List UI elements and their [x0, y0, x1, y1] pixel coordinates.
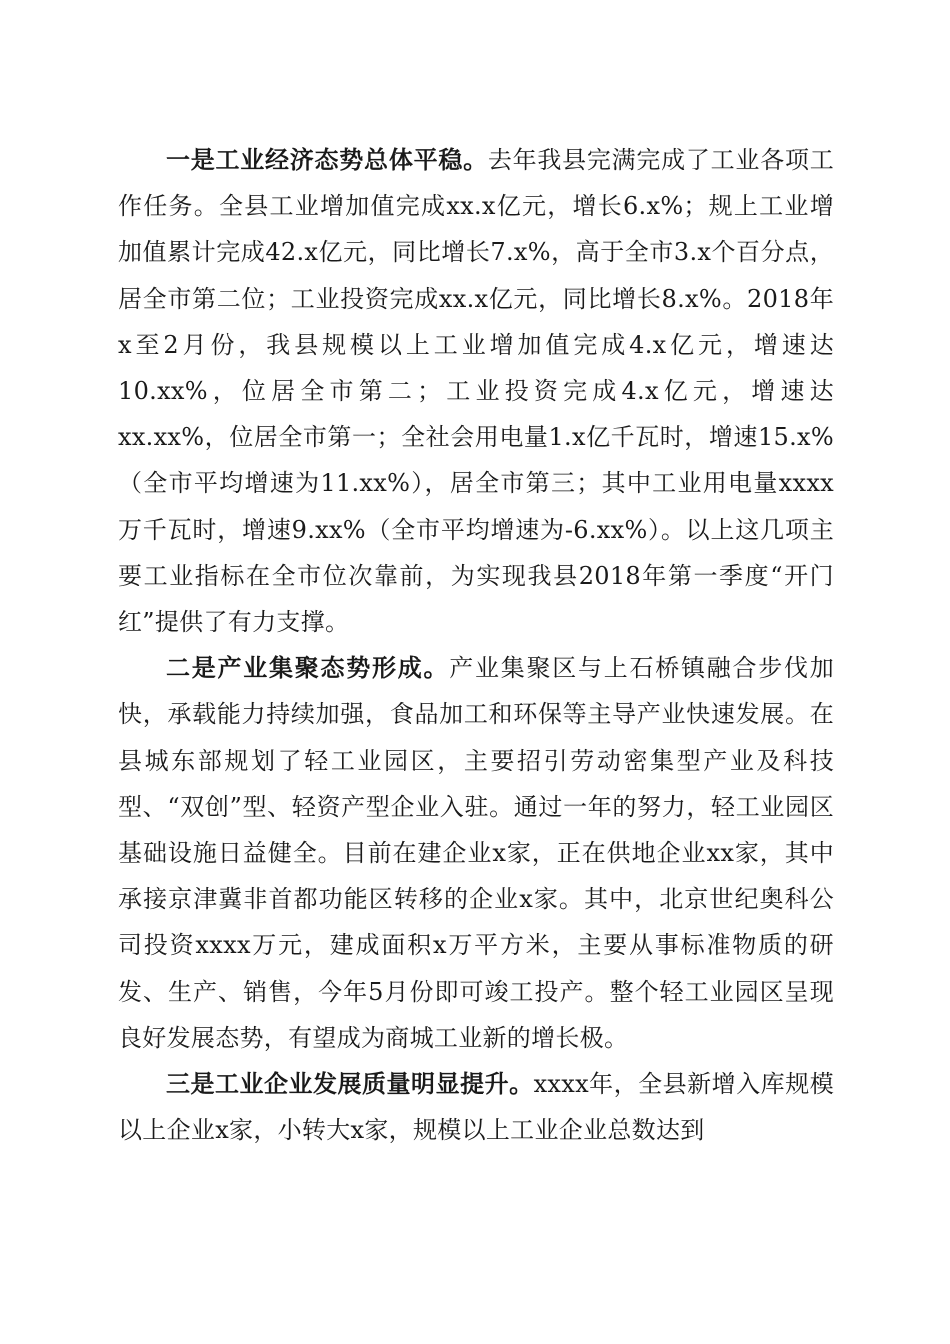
paragraph-heading: 一是工业经济态势总体平稳。	[166, 145, 488, 174]
paragraph-text: 产业集聚区与上石桥镇融合步伐加快，承载能力持续加强，食品加工和环保等主导产业快速发展。在县城东部规划了轻工业园区，主要招引劳动密集型产业及科技型、“双创”型、轻资产型企业入驻。通过一年的努力，轻工业园区基础设施日益健全。目前在建企业x家，正在供地企业xx家，其中承接京津冀非首都功能区转移的企业x家。其中，北京世纪奥科公司投资xxxx万元，建成面积x万平方米，主要从事标准物质的研发、生产、销售，今年5月份即可竣工投产。整个轻工业园区呈现良好发展态势，有望成为商城工业新的增长极。	[118, 654, 834, 1052]
paragraph-enterprise-quality	[118, 1061, 834, 1153]
paragraph-heading: 三是工业企业发展质量明显提升。	[166, 1069, 534, 1099]
paragraph-industrial-economy	[118, 137, 834, 645]
paragraph-text: 去年我县完满完成了工业各项工作任务。全县工业增加值完成xx.x亿元，增长6.x%；规上工业增加值累计完成42.x亿元，同比增长7.x%，高于全市3.x个百分点，居全市第二位；工业投资完成xx.x亿元，同比增长8.x%。2018年x至2月份，我县规模以上工业增加值完成4.x亿元，增速达10.xx%，位居全市第二；工业投资完成4.x亿元，增速达xx.xx%，位居全市第一；全社会用电量1.x亿千瓦时，增速15.x%（全市平均增速为11.xx%），居全市第三；其中工业用电量xxxx万千瓦时，增速9.xx%（全市平均增速为-6.xx%）。以上这几项主要工业指标在全市位次靠前，为实现我县2018年第一季度“开门红”提供了有力支撑。	[118, 146, 835, 637]
paragraph-heading: 二是产业集聚态势形成。	[166, 653, 450, 683]
document-body	[118, 137, 834, 1153]
paragraph-industry-cluster	[118, 645, 834, 1061]
paragraph-text: xxxx年，全县新增入库规模以上企业x家，小转大x家，规模以上工业企业总数达到	[118, 1070, 834, 1145]
